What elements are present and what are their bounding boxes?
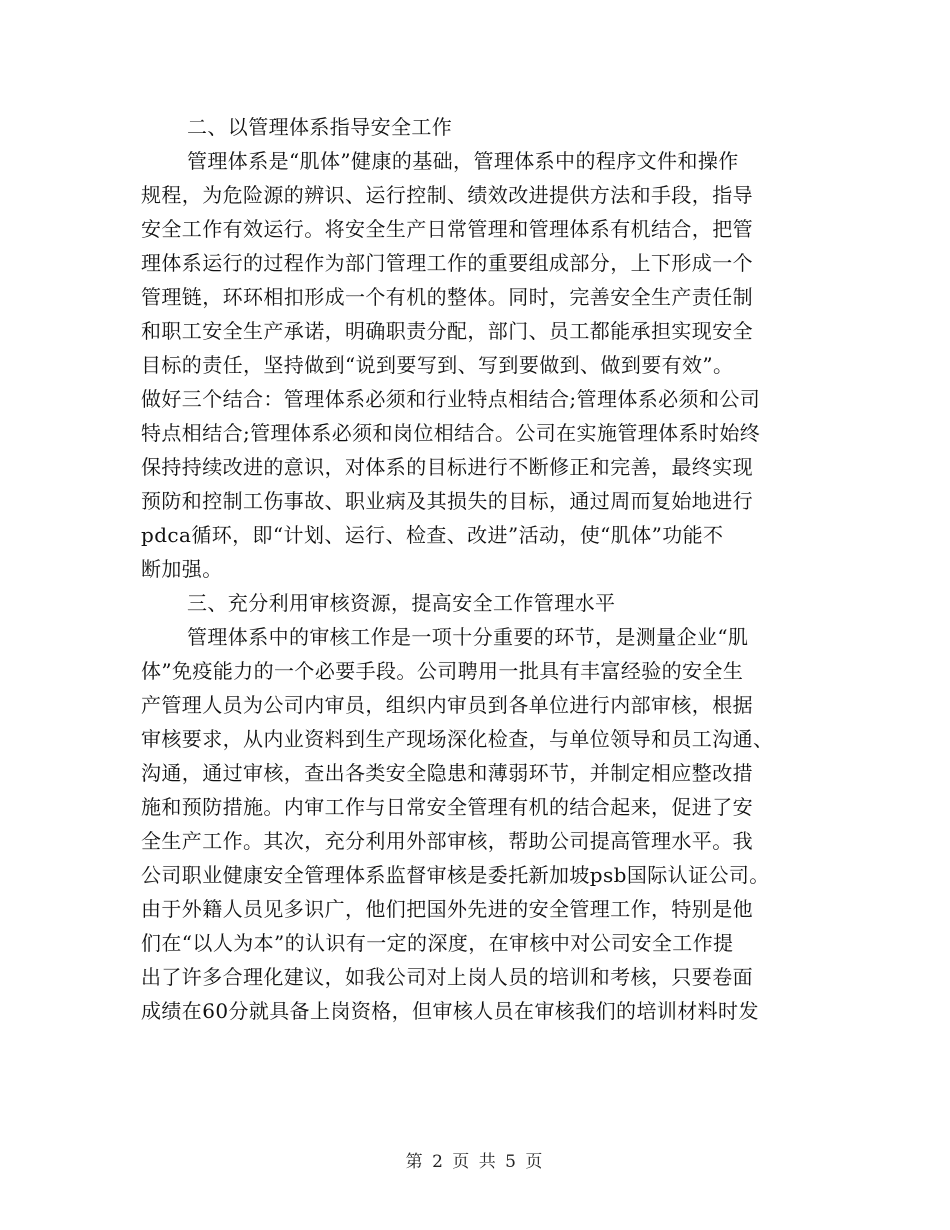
paragraph-line: 施和预防措施。内审工作与日常安全管理有机的结合起来，促进了安 [141, 795, 753, 819]
section-heading-3: 三、充分利用审核资源，提高安全工作管理水平 [187, 591, 616, 615]
paragraph-line: 目标的责任，坚持做到“说到要写到、写到要做到、做到要有效”。 [141, 353, 734, 377]
paragraph-line: 特点相结合;管理体系必须和岗位相结合。公司在实施管理体系时始终 [141, 421, 761, 445]
paragraph-line: 出了许多合理化建议，如我公司对上岗人员的培训和考核，只要卷面 [141, 965, 753, 989]
paragraph-line: 保持持续改进的意识，对体系的目标进行不断修正和完善，最终实现 [141, 455, 753, 479]
paragraph-line: 和职工安全生产承诺，明确职责分配，部门、员工都能承担实现安全 [141, 319, 753, 343]
paragraph-line: 体”免疫能力的一个必要手段。公司聘用一批具有丰富经验的安全生 [141, 659, 744, 683]
paragraph-line: 管理体系是“肌体”健康的基础，管理体系中的程序文件和操作 [187, 149, 739, 173]
paragraph-line: 全生产工作。其次，充分利用外部审核，帮助公司提高管理水平。我 [141, 829, 753, 853]
paragraph-line: 安全工作有效运行。将安全生产日常管理和管理体系有机结合，把管 [141, 217, 753, 241]
page-number-footer: 第 2 页 共 5 页 [405, 1152, 545, 1172]
paragraph-line: 断加强。 [141, 557, 223, 581]
paragraph-line: 规程，为危险源的辨识、运行控制、绩效改进提供方法和手段，指导 [141, 183, 753, 207]
paragraph-line: 沟通，通过审核，查出各类安全隐患和薄弱环节，并制定相应整改措 [141, 761, 753, 785]
document-body [141, 110, 811, 1028]
paragraph-line: 管理链，环环相扣形成一个有机的整体。同时，完善安全生产责任制 [141, 285, 753, 309]
paragraph-line: 审核要求，从内业资料到生产现场深化检查，与单位领导和员工沟通、 [141, 727, 774, 751]
paragraph-line: 们在“以人为本”的认识有一定的深度，在审核中对公司安全工作提 [141, 931, 734, 955]
paragraph-line: 产管理人员为公司内审员，组织内审员到各单位进行内部审核，根据 [141, 693, 753, 717]
paragraph-line: 管理体系中的审核工作是一项十分重要的环节，是测量企业“肌 [187, 625, 749, 649]
paragraph-line: 成绩在60分就具备上岗资格，但审核人员在审核我们的培训材料时发 [141, 999, 759, 1023]
paragraph-line: 做好三个结合：管理体系必须和行业特点相结合;管理体系必须和公司 [141, 387, 761, 411]
paragraph-line: 公司职业健康安全管理体系监督审核是委托新加坡psb国际认证公司。 [141, 863, 770, 887]
paragraph-line: pdca循环，即“计划、运行、检查、改进”活动，使“肌体”功能不 [141, 523, 724, 547]
paragraph-line: 由于外籍人员见多识广，他们把国外先进的安全管理工作，特别是他 [141, 897, 753, 921]
paragraph-line: 理体系运行的过程作为部门管理工作的重要组成部分，上下形成一个 [141, 251, 753, 275]
paragraph-line: 预防和控制工伤事故、职业病及其损失的目标，通过周而复始地进行 [141, 489, 753, 513]
section-heading-2: 二、以管理体系指导安全工作 [187, 115, 453, 139]
